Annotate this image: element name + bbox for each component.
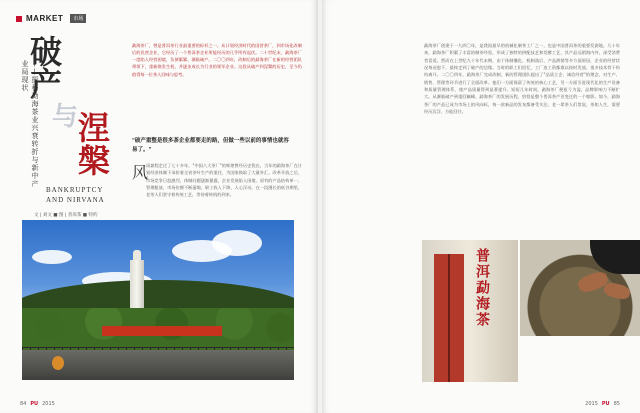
right-page: [322, 0, 640, 413]
magazine-logo-left: PU: [30, 401, 39, 407]
vertical-subtitle: ——探秘勐海茶业兴衰转折与新中产业局现状: [21, 60, 39, 188]
magazine-logo-right: PU: [601, 401, 610, 407]
english-title-line-1: BANKRUPTCY: [46, 186, 104, 194]
folio-right: [585, 401, 620, 407]
page-number-right: 85: [613, 401, 620, 407]
english-title: [46, 186, 105, 206]
drop-cap: 风: [132, 163, 149, 182]
title-char-nie: 涅: [78, 109, 111, 147]
intro-paragraph: 勐海茶厂，曾是普洱茶行业最重要的标杆之一。从计划经济时代的国营茶厂，到市场化改制后的民营企业，它经历了一个普洱茶企业所能经历的几乎所有起伏。二十世纪末，勐海茶厂一度陷入经营困境，负债累累、濒临破产。二〇〇四年，改制后的勐海茶厂在新的经营团队带领下，重新焕发生机，并逐步成长为行业的领军企业。这段从破产到涅槃的历史，至今仍值得每一位茶人回味与思考。: [132, 43, 302, 77]
orange-lantern: [52, 356, 64, 370]
door-gap: [448, 254, 450, 382]
calligraphy-sign: 普洱勐海茶: [474, 248, 490, 328]
english-title-line-2: AND NIRVANA: [46, 195, 105, 204]
body-text-right: 勐海茶厂创建于一九四〇年，是我国最早的机械化制茶工厂之一，也是中国普洱茶的重要发源地。几十年来，勐海茶厂积累了丰富的制茶经验，形成了独特的拼配技艺和发酵工艺，其产品远销海内外，深受消费者喜爱。然而在上世纪九十年代末期，由于体制僵化、机制落后、产品滞销等多方面原因，企业的经营状况每况愈下，最终走到了破产的边缘。当时的职工们回忆，工厂连工资都难以按时发放，很多技术骨干纷纷离开。二〇〇四年，勐海茶厂完成改制，新的管理团队提出了"品质立企、诚信经营"的理念，对生产、销售、管理等环节进行了全面改革。他们一方面保留了传统的核心工艺，另一方面引进现代化的生产设备和质量管理体系，使产品质量得到显著提升。短短几年时间，勐海茶厂便扭亏为盈，品牌影响力不断扩大。从濒临破产到重回巅峰，勐海茶厂的发展历程，恰恰是整个普洱茶产业变迁的一个缩影。如今，勐海茶厂的产品已成为市场上的风向标，每一款新品的发布都备受关注。老一辈茶人们常说，茶如人生，需要经历沉浮，方能回甘。: [424, 43, 620, 115]
issue-date-left: 2015: [42, 401, 55, 407]
section-name: MARKET: [26, 14, 64, 23]
landscape-photo: [22, 220, 294, 380]
left-page: [0, 0, 318, 413]
door-photo: [422, 240, 518, 382]
hand-shape: [603, 281, 632, 301]
section-tag: [16, 14, 86, 23]
pull-quote: "破产重整是很多茶企业都要走的路，但做一些以前的事情也就容易了。": [132, 138, 289, 153]
section-marker-icon: [16, 16, 22, 22]
folio-left: [20, 401, 55, 407]
tea-processing-photo: [520, 240, 640, 336]
body-text-left: 雨兼程走过了七十多年，"中国八大茶厂"的辉煌曾经历史犹在。当年的勐海茶厂在计划经济体制下承担着全省茶叶生产的重任，为国家换取了大量外汇。改革开放之后，市场竞争日趋激烈，体制问题逐渐暴露，企业发展陷入困境。原有的产品结构单一、管理粗放，市场份额不断萎缩，职工收入下降，人心浮动。在一段漫长的低谷期里，老茶人们坚守着传统工艺，等待着转机的到来。: [146, 163, 302, 198]
sleeve: [590, 240, 640, 274]
cloud-shape: [212, 230, 262, 256]
cloud-shape: [32, 250, 72, 264]
issue-date-right: 2015: [585, 401, 598, 407]
section-subtitle: 市场: [70, 14, 86, 23]
title-char-po: 破: [30, 33, 63, 71]
byline: 文 | 刘文 ■ 图 | 普洱茶 ■ 特约: [34, 213, 98, 218]
page-number-left: 84: [20, 401, 27, 407]
title-connector: 与: [52, 102, 79, 132]
title-char-pan: 槃: [78, 142, 111, 180]
title-char-chan: 产: [30, 65, 63, 103]
red-banner: [102, 326, 222, 336]
